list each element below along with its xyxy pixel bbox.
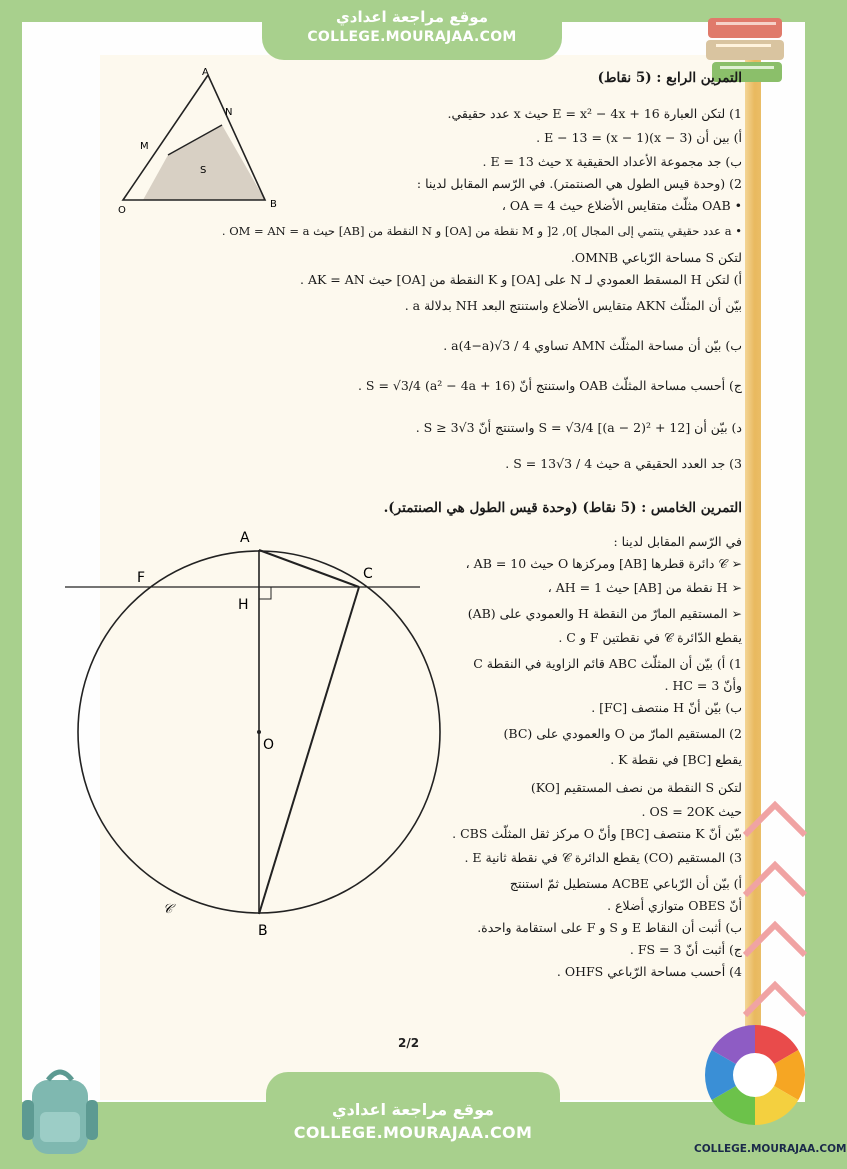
ex5-line: ب) بيّن أنّ H منتصف [FC] . (591, 700, 742, 715)
ex5-line: وأنّ HC = 3 . (664, 678, 742, 693)
ex5-line: 1) أ) بيّن أن المثلّث ABC قائم الزاوية في النقطة C (473, 656, 742, 671)
ex5-line: في الرّسم المقابل لدينا : (613, 534, 742, 549)
fig1-label-B: B (270, 199, 277, 210)
ex4-line: 2) (وحدة قيس الطول هي الصنتمتر). في الرّسم المقابل لدينا : (416, 176, 742, 191)
ex4-line: لتكن S مساحة الرّباعي OMNB. (570, 250, 742, 265)
ex4-line: • a عدد حقيقي ينتمي إلى المجال ]0, 2[ و M نقطة من [OA] و N النقطة من [AB] حيث OM = AN = a . (221, 224, 742, 238)
ex4-line: د) بيّن أن S = √3/4 [(a − 2)² + 12] واستنتج أنّ S ≥ 3√3 . (415, 420, 742, 435)
fig1-label-S: S (200, 165, 207, 176)
ex5-line: ➢ 𝒞 دائرة قطرها [AB] ومركزها O حيث AB = 10 ، (465, 556, 742, 571)
ex5-line: يقطع الدّائرة 𝒞 في نقطتين F و C . (558, 630, 742, 645)
fig2-label-H: H (238, 597, 249, 613)
fig2-label-circle: 𝒞 (163, 902, 173, 917)
fig1-label-M: M (140, 141, 149, 152)
site-banner-bottom[interactable] (266, 1072, 560, 1169)
ex4-line: • OAB مثلّث متقايس الأضلاع حيث OA = 4 ، (501, 198, 742, 213)
site-logo-icon[interactable] (702, 1022, 808, 1128)
ex5-line: ب) أثبت أن النقاط E و S و F على استقامة واحدة. (477, 920, 742, 935)
ex4-line: أ) بين أن E − 13 = (x − 1)(x − 3) . (536, 130, 742, 145)
banner-bottom-arabic: موقع مراجعة اعدادي (331, 1100, 495, 1119)
ex5-line: ➢ H نقطة من [AB] حيث AH = 1 ، (547, 580, 742, 595)
ex4-line: 3) جد العدد الحقيقي a حيث S = 13√3 / 4 . (505, 456, 742, 471)
ex5-line: يقطع [BC] في نقطة K . (610, 752, 742, 767)
fig2-label-A: A (240, 530, 250, 546)
banner-top-url[interactable]: COLLEGE.MOURAJAA.COM (307, 29, 517, 45)
fig2-label-O: O (263, 737, 275, 753)
ex4-line: ج) أحسب مساحة المثلّث OAB واستنتج أنّ S = √3/4 (a² − 4a + 16) . (357, 378, 742, 393)
ex4-line: ب) بيّن أن مساحة المثلّث AMN تساوي a(4−a)√3 / 4 . (443, 338, 742, 353)
fig1-label-O: O (118, 205, 126, 216)
logo-url-text[interactable]: COLLEGE.MOURAJAA.COM (694, 1143, 847, 1155)
fig2-label-F: F (137, 570, 146, 586)
ex5-line: أ) بيّن أن الرّباعي ACBE مستطيل ثمّ استنتج (509, 876, 742, 891)
fig2-label-B: B (258, 923, 268, 939)
site-banner-top[interactable] (262, 0, 562, 60)
ex5-line: حيث OS = 2OK . (641, 804, 742, 819)
ex5-line: ➢ المستقيم المارّ من النقطة H والعمودي على (AB) (467, 606, 742, 621)
fig2-label-C: C (363, 566, 373, 582)
banner-bottom-url[interactable]: COLLEGE.MOURAJAA.COM (293, 1123, 533, 1142)
ex5-line: 2) المستقيم المارّ من O والعمودي على (BC) (503, 726, 742, 741)
banner-top-arabic: موقع مراجعة اعدادي (336, 8, 488, 26)
ex5-line: 3) المستقيم (CO) يقطع الدائرة 𝒞 في نقطة ثانية E . (464, 850, 742, 865)
exercise4-title: التمرين الرابع : (5 نقاط) (597, 70, 742, 86)
exercise5-title: التمرين الخامس : (5 نقاط) (وحدة قيس الطول هي الصنتمتر). (383, 500, 742, 516)
page-number: 2/2 (398, 1036, 420, 1050)
ex5-line: لتكن S النقطة من نصف المستقيم [KO) (530, 780, 742, 795)
ex4-line: 1) لتكن العبارة E = x² − 4x + 16 حيث x عدد حقيقي. (447, 106, 742, 121)
chevron-decoration-icon (740, 790, 810, 1020)
ex4-line: ب) جد مجموعة الأعداد الحقيقية x حيث E = 13 . (482, 154, 742, 169)
fig1-label-N: N (225, 107, 233, 118)
ex5-line: أنّ OBES متوازي أضلاع . (607, 898, 742, 913)
ex4-line: بيّن أن المثلّث AKN متقايس الأضلاع واستنتج البعد NH بدلالة a . (404, 298, 742, 313)
backpack-icon (10, 1060, 110, 1160)
ex5-line: 4) أحسب مساحة الرّباعي OHFS . (556, 964, 742, 979)
ex5-line: بيّن أنّ K منتصف [BC] وأنّ O مركز ثقل المثلّث CBS . (452, 826, 742, 841)
fig1-label-A: A (202, 67, 209, 78)
figure-triangle (110, 65, 280, 215)
figure-circle (65, 525, 425, 945)
ex4-line: أ) لتكن H المسقط العمودي لـ N على [OA] و K النقطة من [OA] حيث AK = AN . (300, 272, 742, 287)
ex5-line: ج) أثبت أنّ FS = 3 . (629, 942, 742, 957)
